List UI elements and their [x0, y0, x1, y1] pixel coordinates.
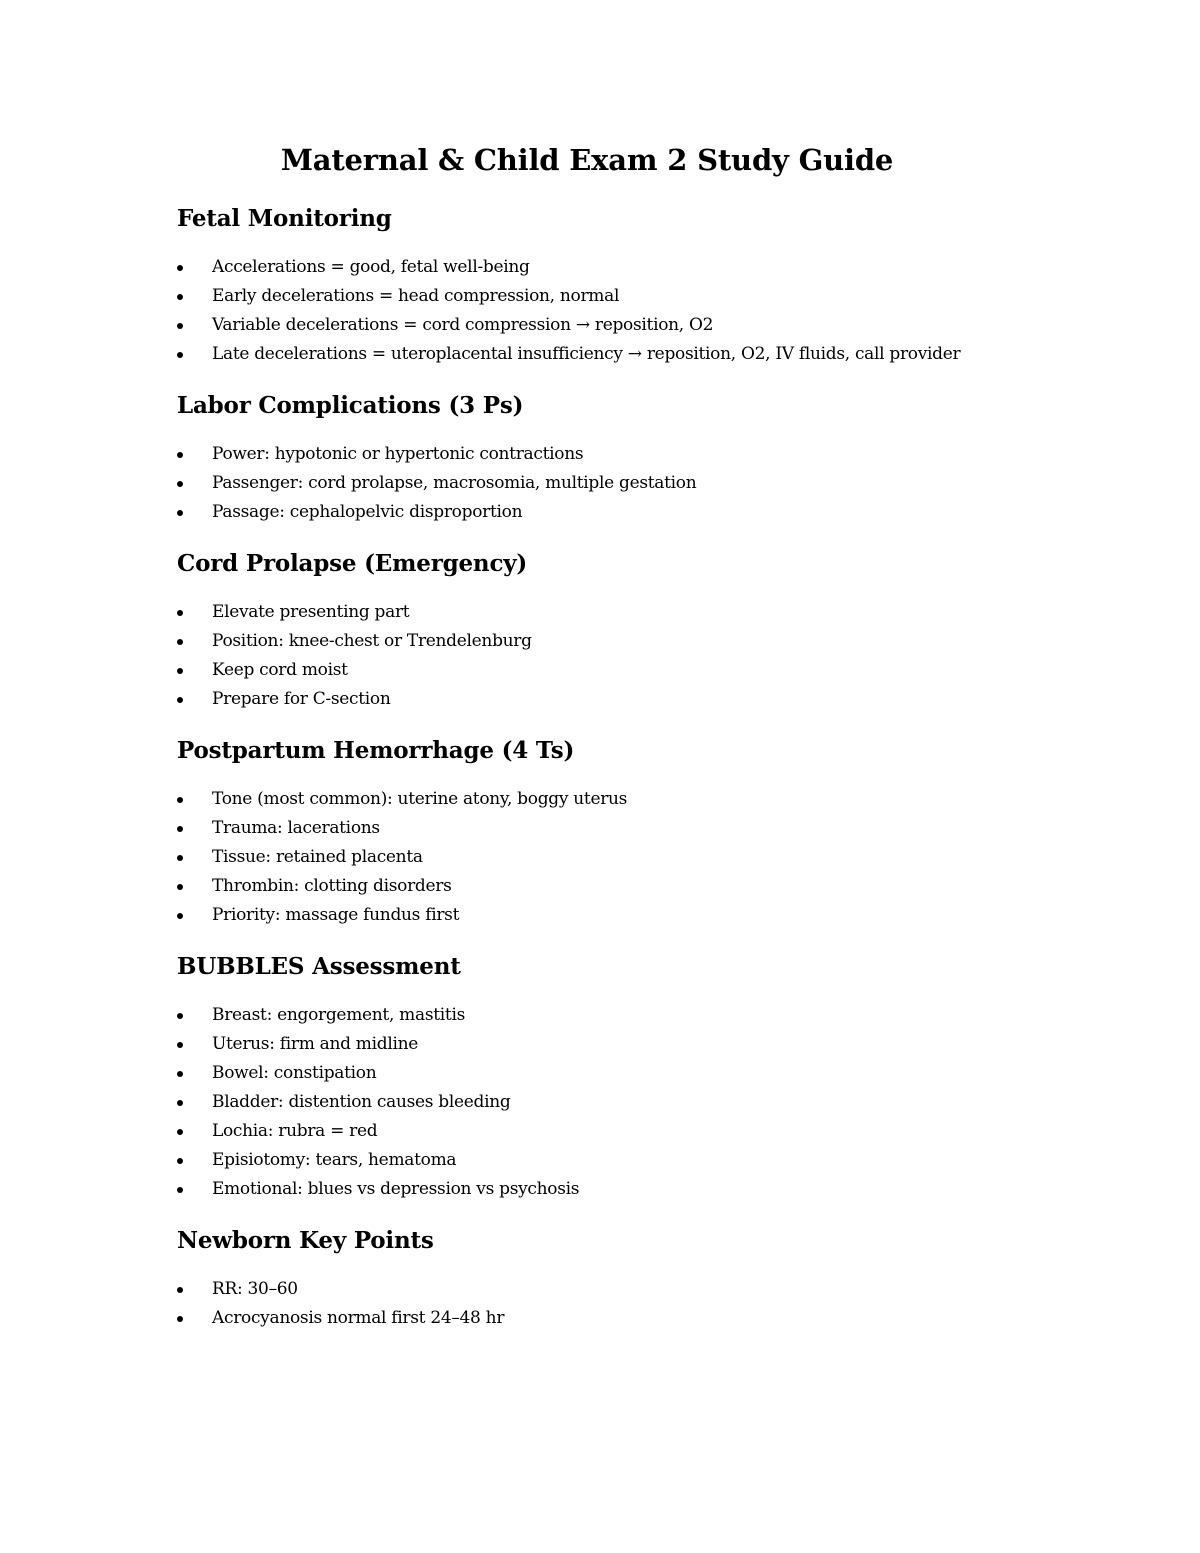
- document-title: Maternal & Child Exam 2 Study Guide: [280, 143, 894, 177]
- list-item: [177, 1275, 992, 1304]
- list-item: [177, 685, 992, 714]
- list-item: [177, 1030, 992, 1059]
- list-item: [177, 253, 992, 282]
- bullet-icon: [177, 1287, 183, 1293]
- section-heading: Labor Complications (3 Ps): [177, 392, 524, 419]
- bullet-icon: [177, 1158, 183, 1164]
- bullet-icon: [177, 481, 183, 487]
- list-item: [177, 1088, 992, 1117]
- bullet-list: [177, 1275, 997, 1333]
- section-heading: Cord Prolapse (Emergency): [177, 550, 528, 577]
- list-item-text: RR: 30–60: [212, 1279, 298, 1299]
- bullet-list: [177, 253, 997, 369]
- section-labor-complications: [177, 389, 997, 527]
- bullet-icon: [177, 352, 183, 358]
- list-item-text: Position: knee-chest or Trendelenburg: [212, 631, 532, 651]
- list-item-text: Uterus: firm and midline: [212, 1034, 419, 1054]
- list-item: [177, 627, 992, 656]
- bullet-icon: [177, 913, 183, 919]
- list-item-text: Prepare for C-section: [212, 689, 391, 709]
- document-content: [177, 138, 997, 1333]
- list-item-text: Trauma: lacerations: [212, 818, 380, 838]
- list-item-text: Episiotomy: tears, hematoma: [212, 1150, 457, 1170]
- list-item-text: Passage: cephalopelvic disproportion: [212, 502, 523, 522]
- bullet-icon: [177, 697, 183, 703]
- bullet-icon: [177, 797, 183, 803]
- list-item: [177, 498, 992, 527]
- list-item-text: Acrocyanosis normal first 24–48 hr: [212, 1308, 505, 1328]
- list-item-text: Tone (most common): uterine atony, boggy uterus: [212, 789, 628, 809]
- bullet-icon: [177, 884, 183, 890]
- bullet-icon: [177, 1071, 183, 1077]
- bullet-icon: [177, 452, 183, 458]
- bullet-icon: [177, 610, 183, 616]
- list-item: [177, 311, 992, 340]
- list-item-text: Tissue: retained placenta: [212, 847, 423, 867]
- list-item-text: Late decelerations = uteroplacental insufficiency → reposition, O2, IV fluids, call provider: [212, 344, 961, 364]
- section-heading: Postpartum Hemorrhage (4 Ts): [177, 737, 575, 764]
- bullet-list: [177, 440, 997, 527]
- section-heading: Newborn Key Points: [177, 1227, 434, 1254]
- list-item: [177, 872, 992, 901]
- list-item: [177, 1059, 992, 1088]
- list-item: [177, 785, 992, 814]
- list-item: [177, 843, 992, 872]
- list-item-text: Passenger: cord prolapse, macrosomia, multiple gestation: [212, 473, 697, 493]
- bullet-list: [177, 1001, 997, 1204]
- list-item-text: Bowel: constipation: [212, 1063, 377, 1083]
- bullet-icon: [177, 323, 183, 329]
- bullet-icon: [177, 1042, 183, 1048]
- bullet-icon: [177, 265, 183, 271]
- list-item-text: Emotional: blues vs depression vs psychosis: [212, 1179, 580, 1199]
- list-item-text: Breast: engorgement, mastitis: [212, 1005, 466, 1025]
- bullet-icon: [177, 826, 183, 832]
- list-item-text: Variable decelerations = cord compression → reposition, O2: [212, 315, 714, 335]
- list-item-text: Lochia: rubra = red: [212, 1121, 378, 1141]
- list-item: [177, 440, 992, 469]
- list-item: [177, 814, 992, 843]
- bullet-icon: [177, 1013, 183, 1019]
- section-fetal-monitoring: [177, 202, 997, 369]
- list-item: [177, 1001, 992, 1030]
- list-item: [177, 1304, 992, 1333]
- list-item-text: Elevate presenting part: [212, 602, 410, 622]
- list-item-text: Power: hypotonic or hypertonic contractions: [212, 444, 584, 464]
- bullet-icon: [177, 855, 183, 861]
- list-item: [177, 340, 992, 369]
- list-item: [177, 656, 992, 685]
- section-heading: BUBBLES Assessment: [177, 953, 461, 980]
- list-item-text: Priority: massage fundus first: [212, 905, 460, 925]
- section-heading: Fetal Monitoring: [177, 205, 392, 232]
- list-item-text: Keep cord moist: [212, 660, 348, 680]
- list-item: [177, 469, 992, 498]
- list-item: [177, 1117, 992, 1146]
- list-item-text: Early decelerations = head compression, normal: [212, 286, 620, 306]
- list-item-text: Thrombin: clotting disorders: [212, 876, 452, 896]
- bullet-icon: [177, 1316, 183, 1322]
- bullet-icon: [177, 639, 183, 645]
- bullet-icon: [177, 1187, 183, 1193]
- bullet-icon: [177, 294, 183, 300]
- section-postpartum-hemorrhage: [177, 734, 997, 930]
- list-item: [177, 901, 992, 930]
- list-item-text: Bladder: distention causes bleeding: [212, 1092, 511, 1112]
- list-item-text: Accelerations = good, fetal well-being: [212, 257, 530, 277]
- list-item: [177, 598, 992, 627]
- list-item: [177, 282, 992, 311]
- bullet-icon: [177, 1100, 183, 1106]
- section-bubbles-assessment: [177, 950, 997, 1204]
- list-item: [177, 1175, 992, 1204]
- bullet-list: [177, 785, 997, 930]
- bullet-icon: [177, 668, 183, 674]
- section-newborn-key-points: [177, 1224, 997, 1333]
- bullet-icon: [177, 1129, 183, 1135]
- section-cord-prolapse: [177, 547, 997, 714]
- list-item: [177, 1146, 992, 1175]
- bullet-icon: [177, 510, 183, 516]
- bullet-list: [177, 598, 997, 714]
